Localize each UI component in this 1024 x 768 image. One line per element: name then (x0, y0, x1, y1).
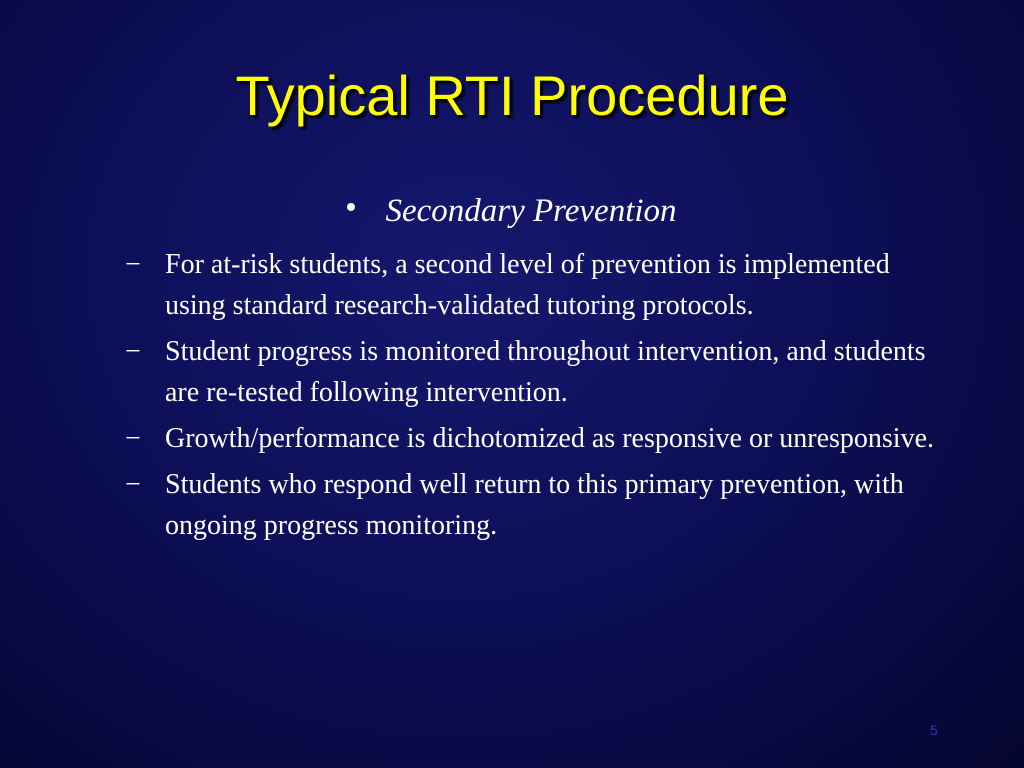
list-item (125, 244, 935, 326)
list-item (125, 331, 935, 413)
list-item-text: Students who respond well return to this primary prevention, with ongoing progress monitoring. (165, 469, 904, 541)
bullet-list (125, 244, 935, 551)
list-item-text: For at-risk students, a second level of prevention is implemented using standard research-validated tutoring protocols. (165, 249, 890, 321)
dash-icon: − (125, 249, 141, 280)
dash-icon: − (125, 336, 141, 367)
page-number: 5 (930, 722, 938, 738)
list-item (125, 418, 935, 459)
dash-icon: − (125, 423, 141, 454)
list-item-text: Student progress is monitored throughout intervention, and students are re-tested following intervention. (165, 336, 926, 408)
bullet-dot-icon (347, 203, 355, 211)
list-item-text: Growth/performance is dichotomized as responsive or unresponsive. (165, 423, 935, 454)
section-heading-text: Secondary Prevention (385, 193, 677, 229)
slide-title: Typical RTI Procedure (235, 64, 789, 127)
list-item (125, 464, 935, 546)
section-heading (0, 188, 1024, 234)
dash-icon: − (125, 469, 141, 500)
